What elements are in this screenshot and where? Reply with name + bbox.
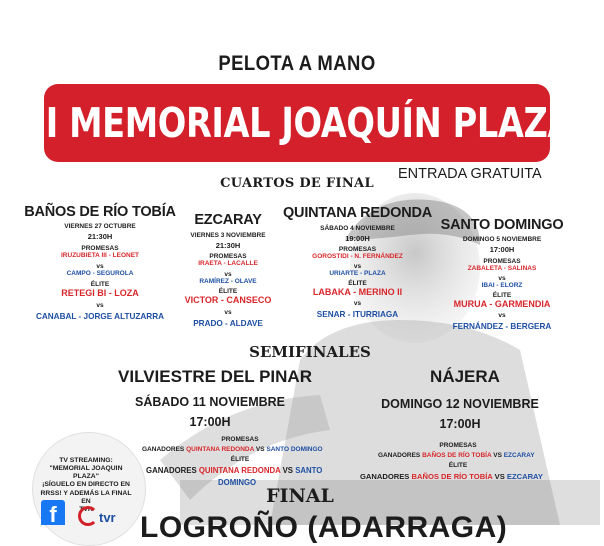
team-b: EZCARAY: [503, 452, 535, 459]
promesas-label: PROMESAS: [338, 245, 377, 253]
venue-name: BAÑOS DE RÍO TOBÍA: [24, 204, 176, 220]
team-promesas-a: ZABALETA - SALINAS: [467, 265, 537, 273]
streaming-line: TVR: [79, 505, 93, 513]
team-elite-b: SENAR - ITURRIAGA: [316, 309, 399, 319]
semifinal-left-venue: VILVIESTRE DEL PINAR: [118, 367, 312, 386]
team-a: BAÑOS DE RÍO TOBÍA: [422, 452, 492, 459]
team-elite-b: CANABAL - JORGE ALTUZARRA: [35, 311, 165, 321]
semifinal-left-elite-label: ÉLITE: [230, 456, 250, 463]
vs-label: vs: [353, 300, 362, 308]
match-time: 21:30H: [87, 232, 113, 242]
vs-label: VS: [282, 466, 294, 475]
semifinal-right-elite-match: [360, 472, 543, 481]
semifinal-left-promesas-label: PROMESAS: [221, 436, 259, 443]
vs-label: vs: [224, 309, 232, 317]
match-date: VIERNES 3 NOVIEMBRE: [190, 231, 266, 239]
team-elite-a: LABAKA - MERINO II: [312, 287, 403, 298]
tournament-title: III MEMORIAL JOAQUÍN PLAZA: [21, 99, 573, 147]
sport-title: PELOTA A MANO: [218, 52, 376, 75]
team-promesas-b: IBAI - ELORZ: [481, 282, 523, 290]
elite-label: ÉLITE: [348, 279, 367, 287]
quarterfinal-3: [280, 205, 435, 319]
venue-name: QUINTANA REDONDA: [282, 205, 433, 221]
semifinal-left-time: 17:00H: [189, 415, 231, 429]
team-promesas-a: IRAETA - LACALLE: [198, 260, 258, 268]
streaming-line: RRSS! Y ADEMÁS LA FINAL EN: [40, 489, 132, 505]
semifinal-right-promesas-label: PROMESAS: [439, 442, 477, 449]
vs-label: vs: [96, 302, 104, 310]
free-entry-label: ENTRADA GRATUITA: [398, 166, 542, 182]
team-b: EZCARAY: [506, 472, 543, 481]
winners-prefix: GANADORES: [146, 466, 197, 475]
vs-label: vs: [224, 270, 232, 278]
quarterfinal-2: [168, 212, 288, 328]
streaming-line: "MEMORIAL JOAQUIN PLAZA": [49, 465, 123, 481]
semifinal-right-elite-label: ÉLITE: [448, 462, 468, 469]
team-a: BAÑOS DE RÍO TOBÍA: [411, 472, 493, 481]
promesas-label: PROMESAS: [81, 244, 119, 252]
semifinal-right-promesas-match: [378, 452, 535, 459]
team-elite-a: MURUA - GARMENDIA: [453, 299, 551, 310]
semifinal-right-venue: NÁJERA: [430, 367, 500, 386]
elite-label: ÉLITE: [492, 291, 512, 299]
elite-label: ÉLITE: [90, 280, 110, 288]
tvr-logo-text: tvr: [99, 510, 116, 525]
team-elite-b: FERNÁNDEZ - BERGERA: [452, 321, 552, 331]
winners-prefix: GANADORES: [378, 452, 421, 459]
vs-label: vs: [498, 312, 506, 320]
semifinal-left-elite-team-b-cont: DOMINGO: [218, 478, 257, 487]
vs-label: vs: [498, 274, 506, 282]
venue-name: EZCARAY: [194, 212, 262, 228]
semifinal-left-date: SÁBADO 11 NOVIEMBRE: [134, 395, 286, 409]
semifinals-heading: SEMIFINALES: [249, 343, 371, 361]
semifinal-right-date: DOMINGO 12 NOVIEMBRE: [381, 397, 539, 411]
match-time: 21:30H: [215, 241, 241, 251]
semifinal-right-time: 17:00H: [439, 417, 481, 431]
team-a: QUINTANA REDONDA: [186, 446, 255, 453]
match-date: SÁBADO 4 NOVIEMBRE: [320, 224, 395, 232]
title-banner: [21, 84, 573, 162]
vs-label: vs: [353, 262, 362, 270]
team-b: SANTO DOMINGO: [266, 446, 323, 453]
winners-prefix: GANADORES: [142, 446, 185, 453]
streaming-line: TV STREAMING:: [59, 457, 113, 464]
elite-label: ÉLITE: [218, 287, 238, 295]
vs-label: VS: [255, 446, 265, 453]
team-a: QUINTANA REDONDA: [198, 466, 281, 475]
quarterfinals-heading: CUARTOS DE FINAL: [220, 176, 374, 191]
quarterfinal-4: [432, 217, 572, 331]
facebook-icon: f: [41, 500, 65, 525]
promesas-label: PROMESAS: [483, 257, 521, 265]
match-time: 17:00H: [489, 245, 515, 255]
team-promesas-b: RAMÍREZ - OLAVE: [199, 278, 257, 286]
final-heading: FINAL: [266, 485, 334, 507]
team-promesas-b: CAMPO - SEGUROLA: [66, 270, 134, 278]
team-promesas-a: IRUZUBIETA III - LEONET: [61, 252, 139, 260]
vs-label: vs: [96, 262, 104, 270]
team-promesas-b: URIARTE - PLAZA: [329, 270, 386, 278]
team-promesas-a: GOROSTIDI - N. FERNÁNDEZ: [312, 253, 403, 261]
streaming-line: ¡SÍGUELO EN DIRECTO EN: [42, 481, 130, 489]
semifinal-left-elite-match: [146, 466, 322, 475]
team-b: SANTO: [295, 466, 323, 475]
tvr-logo-icon: [78, 506, 98, 526]
match-date: VIERNES 27 OCTUBRE: [64, 222, 136, 230]
match-date: DOMINGO 5 NOVIEMBRE: [462, 235, 542, 243]
promesas-label: PROMESAS: [209, 252, 247, 260]
winners-prefix: GANADORES: [360, 472, 410, 481]
semifinal-left-promesas-match: [142, 446, 323, 453]
vs-label: VS: [493, 452, 502, 459]
final-venue: LOGROÑO (ADARRAGA): [140, 511, 508, 544]
match-time: 19:00H: [345, 234, 370, 244]
team-elite-b: PRADO - ALDAVE: [193, 318, 263, 328]
venue-name: SANTO DOMINGO: [440, 217, 564, 233]
team-elite-a: VICTOR - CANSECO: [184, 295, 272, 306]
quarterfinal-1: [20, 204, 180, 321]
team-elite-a: RETEGI BI - LOZA: [61, 288, 139, 299]
vs-label: VS: [494, 472, 505, 481]
